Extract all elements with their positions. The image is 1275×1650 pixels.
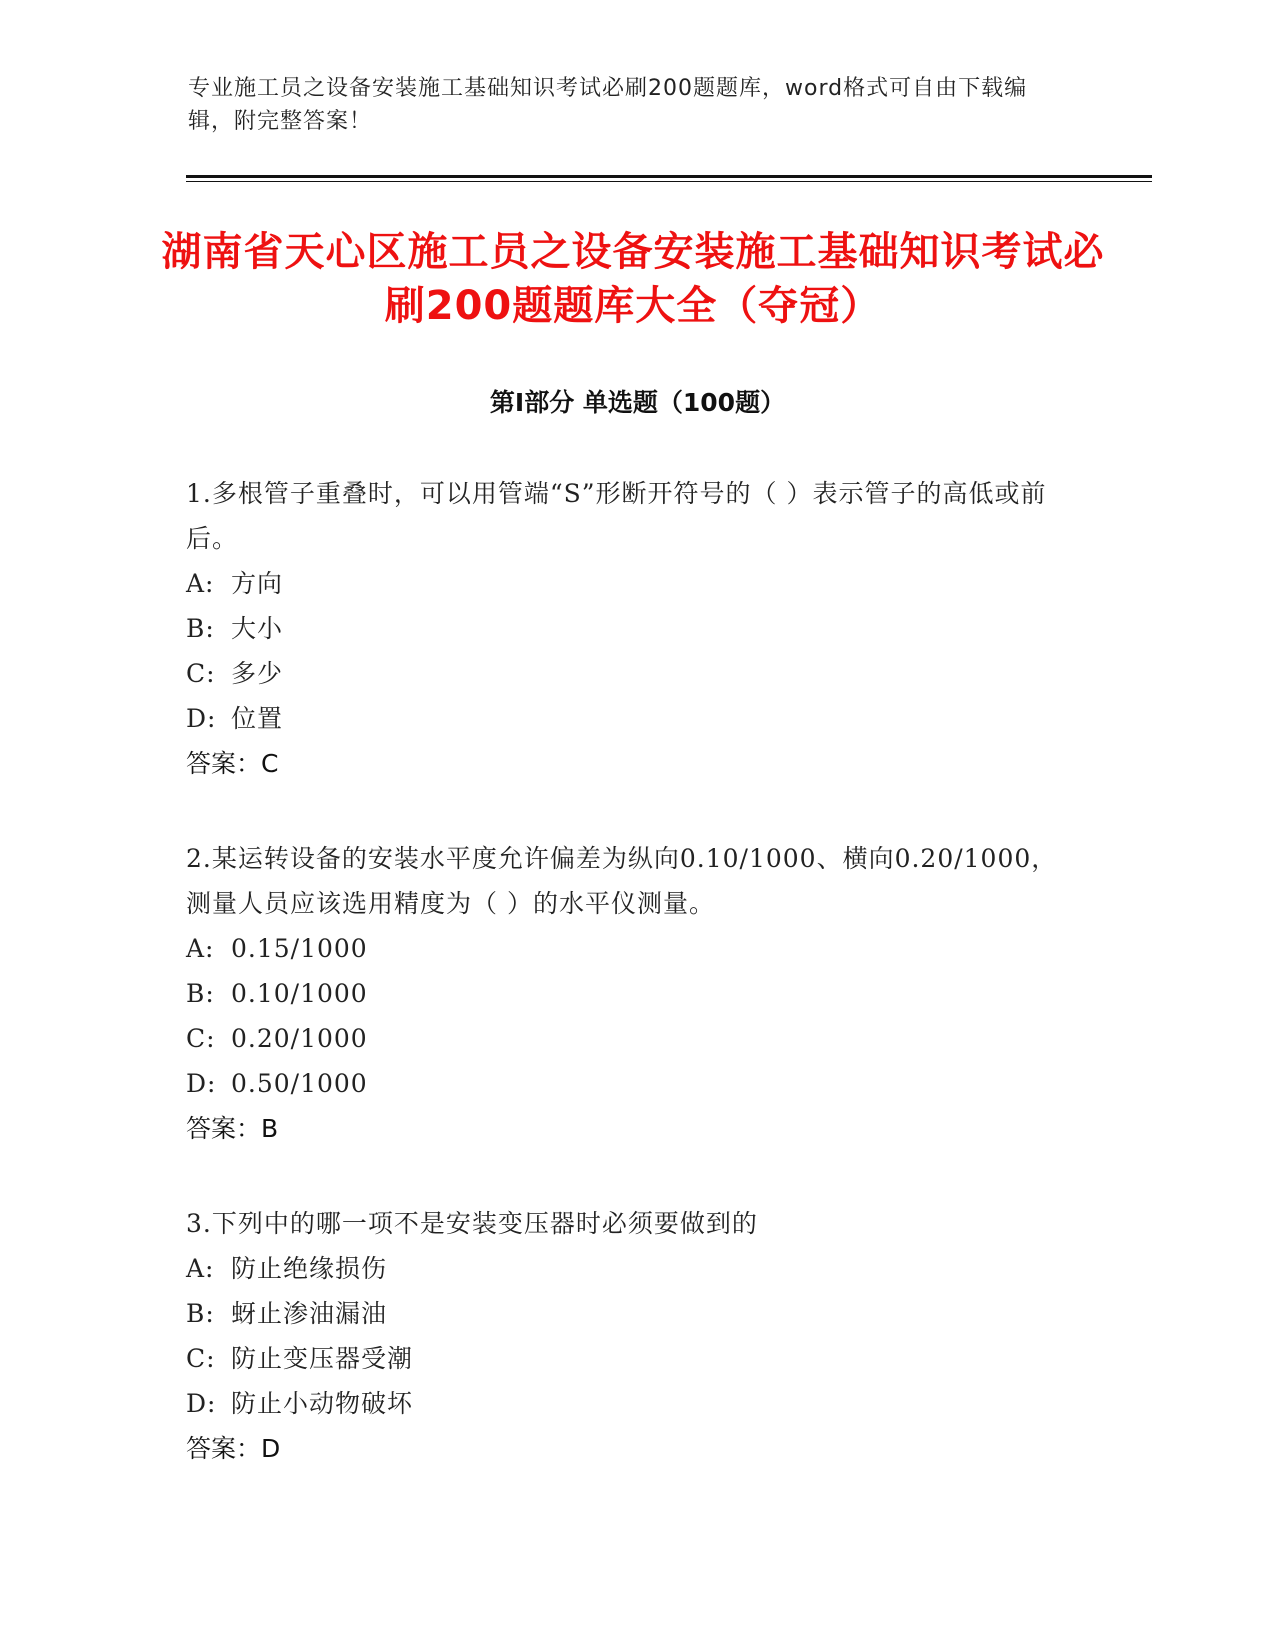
question-stem: 1.多根管子重叠时，可以用管端“S”形断开符号的（ ）表示管子的高低或前后。 xyxy=(186,479,1047,553)
option-text: 0.15/1000 xyxy=(231,934,368,963)
option-letter: C: xyxy=(186,1344,216,1373)
option-d xyxy=(186,1061,1066,1106)
option-text: 多少 xyxy=(231,659,284,688)
section-heading: 第I部分 单选题（100题） xyxy=(489,388,786,417)
option-b xyxy=(186,971,1066,1016)
answer-line: 答案：B xyxy=(186,1114,279,1143)
option-text: 蚜止渗油漏油 xyxy=(231,1299,388,1328)
option-letter: D: xyxy=(186,1069,217,1098)
option-text: 防止绝缘损伤 xyxy=(231,1254,388,1283)
question-2 xyxy=(186,836,1066,1151)
option-letter: C: xyxy=(186,1024,216,1053)
option-a xyxy=(186,1246,1066,1291)
question-stem: 2.某运转设备的安装水平度允许偏差为纵向0.10/1000、横向0.20/1000，测量人员应该选用精度为（ ）的水平仪测量。 xyxy=(186,844,1058,918)
option-c xyxy=(186,1016,1066,1061)
option-d xyxy=(186,1381,1066,1426)
option-c xyxy=(186,1336,1066,1381)
option-letter: B: xyxy=(186,614,215,643)
option-text: 0.10/1000 xyxy=(231,979,368,1008)
option-text: 0.50/1000 xyxy=(231,1069,368,1098)
option-text: 位置 xyxy=(231,704,284,733)
option-letter: A: xyxy=(186,1254,215,1283)
document-title: 湖南省天心区施工员之设备安装施工基础知识考试必刷200题题库大全（夺冠） xyxy=(161,229,1105,329)
question-stem: 3.下列中的哪一项不是安装变压器时必须要做到的 xyxy=(186,1209,758,1238)
option-b xyxy=(186,606,1066,651)
option-a xyxy=(186,561,1066,606)
option-text: 0.20/1000 xyxy=(231,1024,368,1053)
option-a xyxy=(186,926,1066,971)
option-b xyxy=(186,1291,1066,1336)
option-letter: B: xyxy=(186,979,215,1008)
option-letter: D: xyxy=(186,1389,217,1418)
option-d xyxy=(186,696,1066,741)
question-1 xyxy=(186,471,1066,786)
option-letter: D: xyxy=(186,704,217,733)
question-3 xyxy=(186,1201,1066,1471)
option-text: 方向 xyxy=(231,569,284,598)
option-text: 防止小动物破坏 xyxy=(231,1389,414,1418)
option-text: 防止变压器受潮 xyxy=(231,1344,414,1373)
answer-line: 答案：C xyxy=(186,749,279,778)
option-letter: A: xyxy=(186,569,215,598)
header-note: 专业施工员之设备安装施工基础知识考试必刷200题题库，word格式可自由下载编辑，附完整答案！ xyxy=(188,76,1028,134)
answer-line: 答案：D xyxy=(186,1434,281,1463)
option-text: 大小 xyxy=(231,614,284,643)
header-divider-thick xyxy=(186,175,1152,178)
option-letter: A: xyxy=(186,934,215,963)
option-letter: C: xyxy=(186,659,216,688)
option-letter: B: xyxy=(186,1299,215,1328)
header-divider-thin xyxy=(186,181,1152,182)
option-c xyxy=(186,651,1066,696)
